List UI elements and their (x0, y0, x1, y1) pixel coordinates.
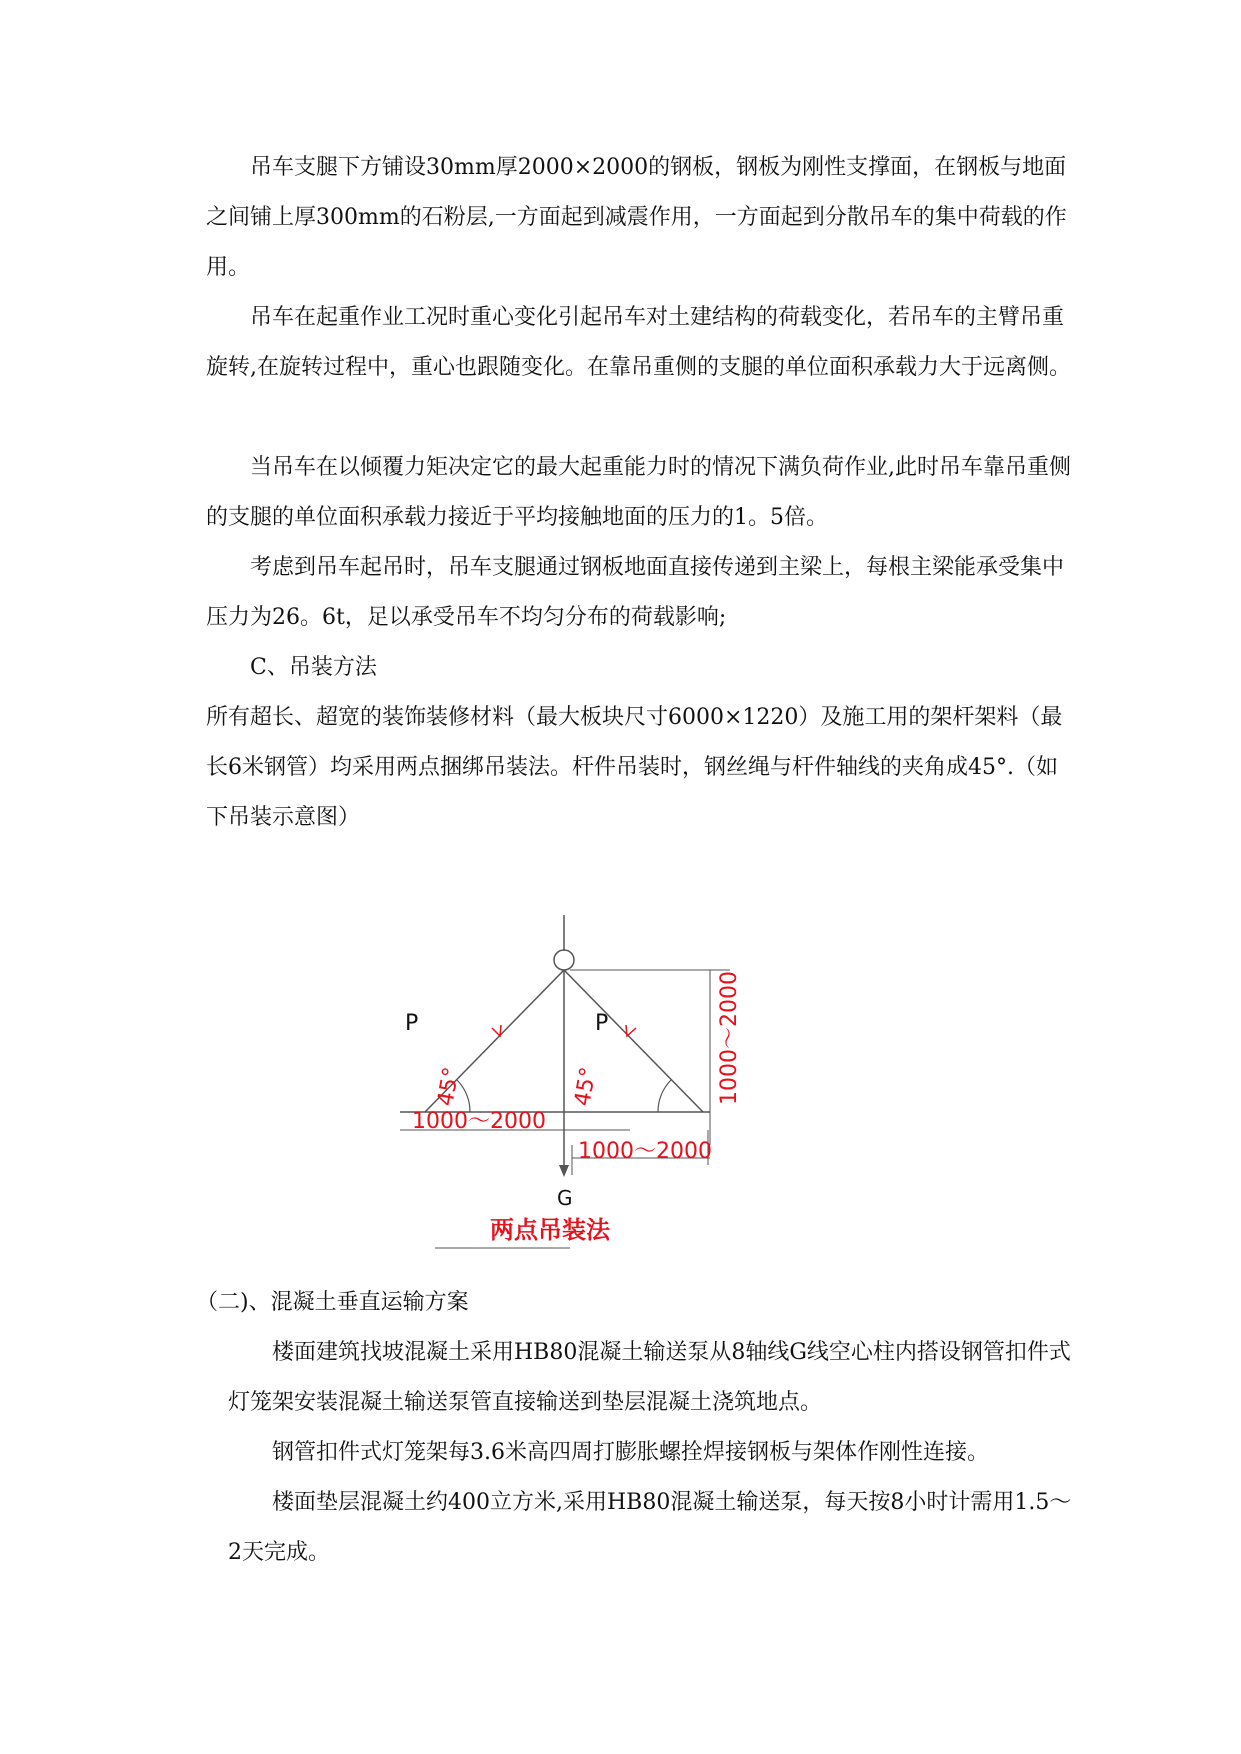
right-sling-arrow (626, 1025, 636, 1036)
dim-bottom-right-label: 1000～2000 (578, 1139, 712, 1164)
label-g: G (557, 1186, 573, 1210)
right-angle-arc (658, 1080, 671, 1112)
paragraph-concrete-volume: 楼面垫层混凝土约400立方米,采用HB80混凝土输送泵，每天按8小时计需用1.5～2天完成。 (228, 1490, 1072, 1565)
heading-concrete-transport: （二)、混凝土垂直运输方案 (196, 1290, 469, 1315)
paragraph-steel-plate: 吊车支腿下方铺设30mm厚2000×2000的钢板，钢板为刚性支撑面，在钢板与地面之间铺上厚300mm的石粉层,一方面起到减震作用，一方面起到分散吊车的集中荷载的作用。 (206, 155, 1067, 280)
paragraph-main-beam: 考虑到吊车起吊时，吊车支腿通过钢板地面直接传递到主梁上，每根主梁能承受集中压力为26。6t，足以承受吊车不均匀分布的荷载影响; (206, 555, 1065, 630)
angle-right-label: 45° (570, 1065, 602, 1109)
paragraph-pump-setup: 楼面建筑找坡混凝土采用HB80混凝土输送泵从8轴线G线空心柱内搭设钢管扣件式灯笼架安装混凝土输送泵管直接输送到垫层混凝土浇筑地点。 (228, 1340, 1071, 1415)
two-point-lifting-diagram (400, 915, 820, 1275)
diagram-caption: 两点吊装法 (490, 1216, 610, 1244)
label-p-right: P (595, 1011, 609, 1036)
left-sling-arrow (492, 1025, 501, 1036)
gravity-arrow (559, 1165, 569, 1177)
label-p-left: P (405, 1011, 419, 1036)
dim-bottom-left-label: 1000～2000 (412, 1109, 546, 1134)
paragraph-load-change: 吊车在起重作业工况时重心变化引起吊车对土建结构的荷载变化，若吊车的主臂吊重旋转,在旋转过程中，重心也跟随变化。在靠吊重侧的支腿的单位面积承载力大于远离侧。 (206, 305, 1071, 380)
angle-left-label: 45° (433, 1065, 465, 1109)
paragraph-lantern-frame: 钢管扣件式灯笼架每3.6米高四周打膨胀螺拴焊接钢板与架体作刚性连接。 (272, 1440, 989, 1465)
dim-vertical-label: 1000～2000 (717, 971, 742, 1105)
paragraph-two-point-lifting: 所有超长、超宽的装饰装修材料（最大板块尺寸6000×1220）及施工用的架杆架料（最长6米钢管）均采用两点捆绑吊装法。杆件吊装时，钢丝绳与杆件轴线的夹角成45°.（如下吊装示意图） (206, 705, 1063, 830)
paragraph-overturning: 当吊车在以倾覆力矩决定它的最大起重能力时的情况下满负荷作业,此时吊车靠吊重侧的支腿的单位面积承载力接近于平均接触地面的压力的1。5倍。 (206, 455, 1071, 530)
hook-circle (554, 950, 574, 970)
heading-lifting-method: C、吊装方法 (250, 655, 377, 680)
